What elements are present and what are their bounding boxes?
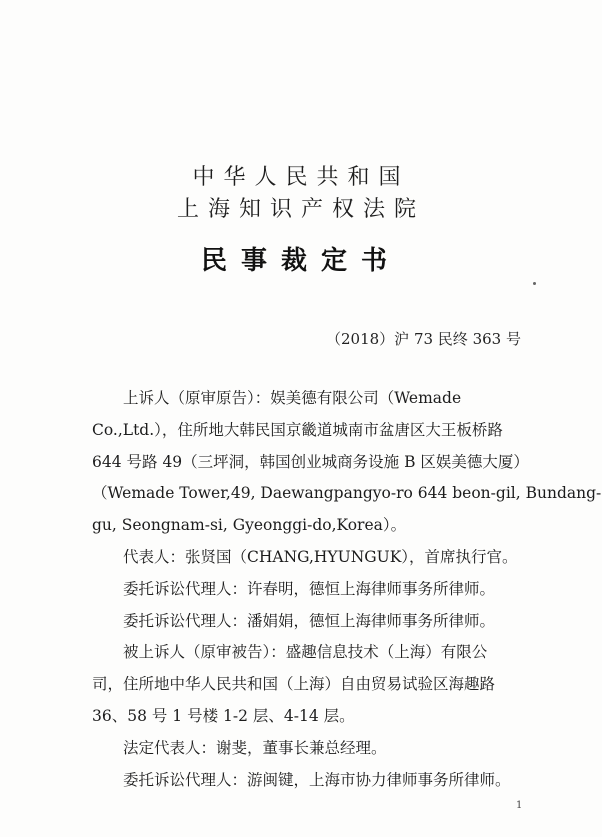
- appellee-line: 36、58 号 1 号楼 1-2 层、4-14 层。: [92, 706, 355, 725]
- appellant-line: Co.,Ltd.），住所地大韩民国京畿道城南市盆唐区大王板桥路: [92, 420, 503, 439]
- appellee-line: 司，住所地中华人民共和国（上海）自由贸易试验区海趣路: [92, 675, 496, 694]
- appellee-line: 被上诉人（原审被告）：盛趣信息技术（上海）有限公: [123, 643, 488, 662]
- appellee-agent: 委托诉讼代理人：游闽键，上海市协力律师事务所律师。: [123, 770, 511, 789]
- court-name-line: 上海知识产权法院: [176, 197, 425, 222]
- appellant-line: 644 号路 49（三坪洞，韩国创业城商务设施 B 区娱美德大厦）: [92, 452, 529, 471]
- appellee-paragraph: [92, 637, 532, 732]
- appellant-agent: 委托诉讼代理人：许春明，德恒上海律师事务所律师。: [123, 579, 496, 598]
- appellant-paragraph: [92, 383, 602, 542]
- appellant-representative: 代表人：张贤国（CHANG,HYUNGUK），首席执行官。: [123, 547, 518, 566]
- court-country-line: 中华人民共和国: [192, 165, 410, 190]
- scan-speck: [533, 282, 536, 285]
- appellant-line: 上诉人（原审原告）：娱美德有限公司（Wemade: [123, 389, 462, 407]
- parties-section: [92, 383, 602, 796]
- page-number: 1: [516, 800, 523, 811]
- appellant-line: gu, Seongnam-si, Gyeonggi-do,Korea）。: [92, 516, 407, 535]
- case-number: （2018）沪 73 民终 363 号: [326, 330, 521, 348]
- appellee-representative: 法定代表人：谢斐，董事长兼总经理。: [123, 738, 387, 757]
- appellant-line: （Wemade Tower,49, Daewangpangyo-ro 644 beon-gil, Bundang-: [92, 484, 602, 503]
- appellant-agent: 委托诉讼代理人：潘娟娟，德恒上海律师事务所律师。: [123, 611, 496, 630]
- document-title: 民事裁定书: [200, 246, 401, 276]
